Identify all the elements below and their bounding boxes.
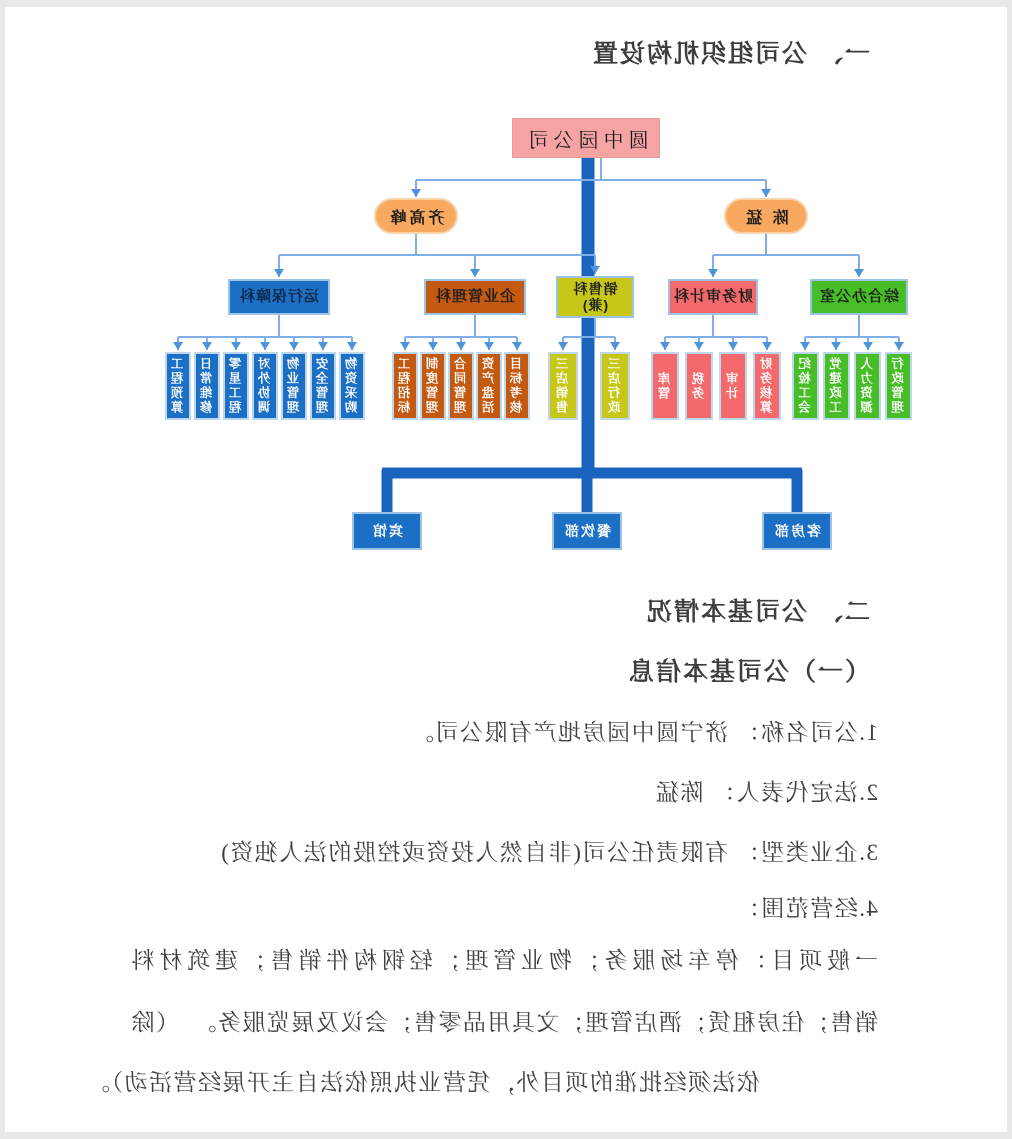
subsection-heading: （一）公司基本信息	[626, 658, 870, 686]
org-bottom-unit-hotel: 宾馆	[352, 512, 422, 550]
org-leaf: 工程招标	[392, 352, 418, 420]
org-bottom-unit-rooms-dept: 客房部	[762, 512, 832, 550]
page-margin-top	[0, 0, 1012, 7]
business-scope-line-3: 依法须经批准的项目外，凭营业执照依法自主开展经营活动）。	[85, 1070, 760, 1095]
org-root-company-box: 圆中园公司	[512, 118, 660, 158]
business-scope-label: 4.经营范围：	[735, 896, 878, 921]
org-leader-qi-gaofeng: 齐高峰	[374, 198, 458, 234]
org-bottom-unit-catering-dept: 餐饮部	[552, 512, 622, 550]
section-2-heading: 二、 公司基本情况	[645, 598, 870, 626]
org-leaf: 三店行政	[600, 352, 630, 420]
org-leaf: 税务	[685, 352, 713, 420]
org-leaf: 物资采购	[339, 352, 365, 420]
page-margin-right	[0, 0, 5, 1139]
business-scope-line-2	[130, 1004, 878, 1037]
scope-line-2-tail: （除	[130, 1010, 179, 1035]
business-scope-line-1: 一般项目：停车场服务；物业管理；轻钢构件销售；建筑材料	[130, 948, 878, 973]
org-dept-operations-support: 运行保障科	[228, 279, 330, 315]
org-leaf: 零星工程	[223, 352, 249, 420]
page-margin-bottom	[0, 1132, 1012, 1139]
org-leaf: 工程预算	[165, 352, 191, 420]
org-leaf: 目标考核	[504, 352, 530, 420]
org-dept-sales-suffix: (兼)	[581, 297, 609, 313]
section-1-heading: 一、 公司组织机构设置	[591, 40, 870, 68]
org-dept-sales	[556, 276, 634, 318]
org-leaf: 合同管理	[448, 352, 474, 420]
org-leaf: 人力资源	[854, 352, 881, 420]
org-leaf: 物业管理	[281, 352, 307, 420]
org-dept-enterprise-mgmt: 企业管理科	[424, 279, 526, 315]
org-dept-sales-name: 销售科	[572, 280, 618, 297]
org-leaf: 安全管理	[310, 352, 336, 420]
page-margin-left	[1007, 0, 1012, 1139]
org-leaf: 纪检工会	[792, 352, 819, 420]
company-name-line: 1.公司名称： 济宁圆中园房地产有限公司。	[409, 720, 878, 745]
org-leaf: 对外协调	[252, 352, 278, 420]
org-leaf: 制度管理	[420, 352, 446, 420]
org-dept-general-office: 综合办公室	[810, 279, 908, 315]
org-dept-finance-audit: 财务审计科	[668, 279, 758, 315]
org-leaf: 党建政工	[823, 352, 850, 420]
scope-line-2-main: 销售；住房租赁；酒店管理；文具用品零售；会议及展览服务。	[192, 1010, 878, 1035]
enterprise-type-line: 3.企业类型： 有限责任公司(非自然人投资或控股的法人独资)	[219, 840, 878, 865]
org-leaf: 财务核算	[753, 352, 781, 420]
org-leaf: 库管	[651, 352, 679, 420]
org-leaf: 资产盘活	[476, 352, 502, 420]
org-leaf: 日常维修	[194, 352, 220, 420]
org-leaf: 审计	[719, 352, 747, 420]
org-leaf: 三店销售	[548, 352, 578, 420]
legal-representative-line: 2.法定代表人： 陈猛	[654, 780, 878, 805]
org-leaf: 行政管理	[885, 352, 912, 420]
org-leader-chen-meng: 陈 猛	[724, 198, 808, 234]
